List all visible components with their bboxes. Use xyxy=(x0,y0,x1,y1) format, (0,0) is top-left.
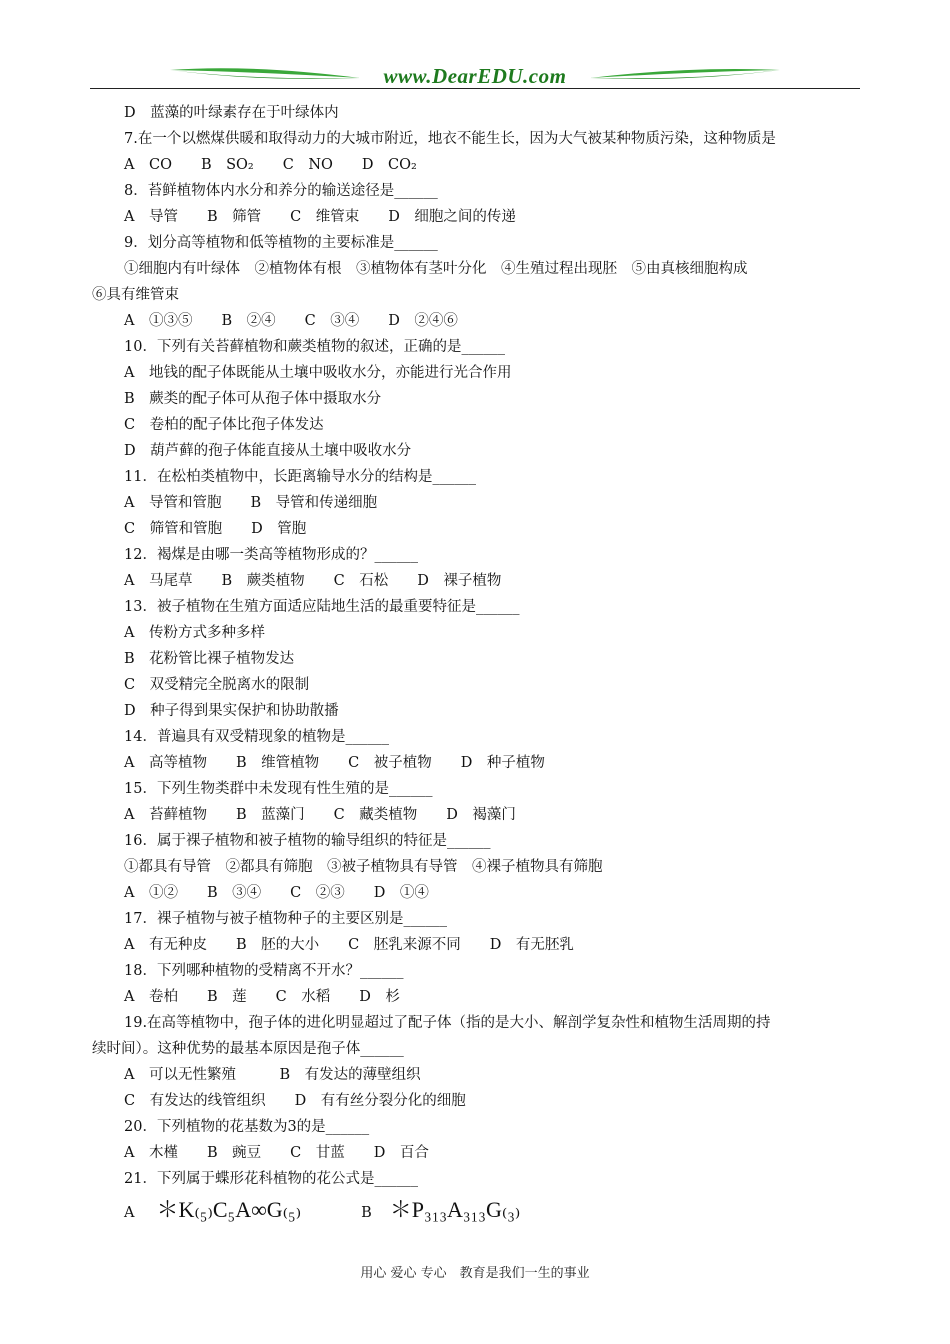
text-line: 20．下列植物的花基数为3的是______ xyxy=(124,1119,370,1135)
text-line: C 卷柏的配子体比孢子体发达 xyxy=(124,417,324,433)
text-line: 7.在一个以燃煤供暖和取得动力的大城市附近，地衣不能生长，因为大气被某种物质污染，这种物质是 xyxy=(124,131,776,147)
text-line: 21．下列属于蝶形花科植物的花公式是______ xyxy=(124,1171,418,1187)
text-line: A 可以无性繁殖 B 有发达的薄壁组织 xyxy=(124,1067,421,1083)
text-line: A 导管和管胞 B 导管和传递细胞 xyxy=(124,495,378,511)
text-line: A 马尾草 B 蕨类植物 C 石松 D 裸子植物 xyxy=(124,573,502,589)
text-line: 11．在松柏类植物中，长距离输导水分的结构是______ xyxy=(124,469,476,485)
text-line: 15．下列生物类群中未发现有性生殖的是______ xyxy=(124,781,433,797)
option-a-formula: ＊K₍₅₎C₅A∞G₍₅₎ xyxy=(156,1197,302,1222)
text-line: 12．褐煤是由哪一类高等植物形成的？______ xyxy=(124,547,418,563)
text-line: A 有无种皮 B 胚的大小 C 胚乳来源不同 D 有无胚乳 xyxy=(124,937,574,953)
text-line: A 导管 B 筛管 C 维管束 D 细胞之间的传递 xyxy=(124,209,516,225)
text-line: A 高等植物 B 维管植物 C 被子植物 D 种子植物 xyxy=(124,755,545,771)
text-line: ①都具有导管 ②都具有筛胞 ③被子植物具有导管 ④裸子植物具有筛胞 xyxy=(124,859,603,875)
text-line: 13．被子植物在生殖方面适应陆地生活的最重要特征是______ xyxy=(124,599,520,615)
formula-options-line xyxy=(92,1192,862,1228)
text-line: 19.在高等植物中，孢子体的进化明显超过了配子体（指的是大小、解剖学复杂性和植物生活周期的持 xyxy=(124,1015,771,1031)
site-logo: www.DearEDU.com xyxy=(383,64,567,88)
text-line: C 双受精完全脱离水的限制 xyxy=(124,677,310,693)
text-line: C 有发达的线管组织 D 有有丝分裂分化的细胞 xyxy=(124,1093,466,1109)
text-line: A ①② B ③④ C ②③ D ①④ xyxy=(124,885,429,901)
text-line: A 卷柏 B 莲 C 水稻 D 杉 xyxy=(124,989,400,1005)
text-line: 9．划分高等植物和低等植物的主要标准是______ xyxy=(124,235,438,251)
text-line: C 筛管和管胞 D 管胞 xyxy=(124,521,307,537)
text-line: 续时间）。这种优势的最基本原因是孢子体______ xyxy=(92,1041,404,1057)
page-footer: 用心 爱心 专心 教育是我们一生的事业 xyxy=(360,1266,590,1281)
text-line: ⑥具有维管束 xyxy=(92,287,179,303)
text-line: B 蕨类的配子体可从孢子体中摄取水分 xyxy=(124,391,382,407)
text-line: A ①③⑤ B ②④ C ③④ D ②④⑥ xyxy=(124,313,458,329)
option-a-label: A xyxy=(124,1205,135,1221)
site-header xyxy=(90,60,860,90)
text-line: D 种子得到果实保护和协助散播 xyxy=(124,703,339,719)
text-line: 10．下列有关苔藓植物和蕨类植物的叙述，正确的是______ xyxy=(124,339,505,355)
text-line: A 传粉方式多种多样 xyxy=(124,625,265,641)
text-line: D 蓝藻的叶绿素存在于叶绿体内 xyxy=(124,105,339,121)
text-line: 17．裸子植物与被子植物种子的主要区别是______ xyxy=(124,911,447,927)
text-line: A 苔藓植物 B 蓝藻门 C 藏类植物 D 褐藻门 xyxy=(124,807,516,823)
text-line: B 花粉管比裸子植物发达 xyxy=(124,651,295,667)
text-line: 14．普遍具有双受精现象的植物是______ xyxy=(124,729,389,745)
header-divider xyxy=(90,88,860,89)
option-b-formula: ＊P₃₁₃A₃₁₃G₍₃₎ xyxy=(389,1197,521,1222)
text-line: 16．属于裸子植物和被子植物的输导组织的特征是______ xyxy=(124,833,491,849)
text-line: D 葫芦藓的孢子体能直接从土壤中吸收水分 xyxy=(124,443,412,459)
option-b-label: B xyxy=(361,1205,372,1221)
text-line: ①细胞内有叶绿体 ②植物体有根 ③植物体有茎叶分化 ④生殖过程出现胚 ⑤由真核细胞构成 xyxy=(124,261,748,277)
text-line: A 地钱的配子体既能从土壤中吸收水分，亦能进行光合作用 xyxy=(124,365,512,381)
text-line: 18．下列哪种植物的受精离不开水？______ xyxy=(124,963,404,979)
text-line: A 木槿 B 豌豆 C 甘蓝 D 百合 xyxy=(124,1145,429,1161)
text-line: 8．苔鲜植物体内水分和养分的输送途径是______ xyxy=(124,183,438,199)
text-line: A CO B SO₂ C NO D CO₂ xyxy=(124,157,417,173)
document-body xyxy=(92,100,862,1228)
